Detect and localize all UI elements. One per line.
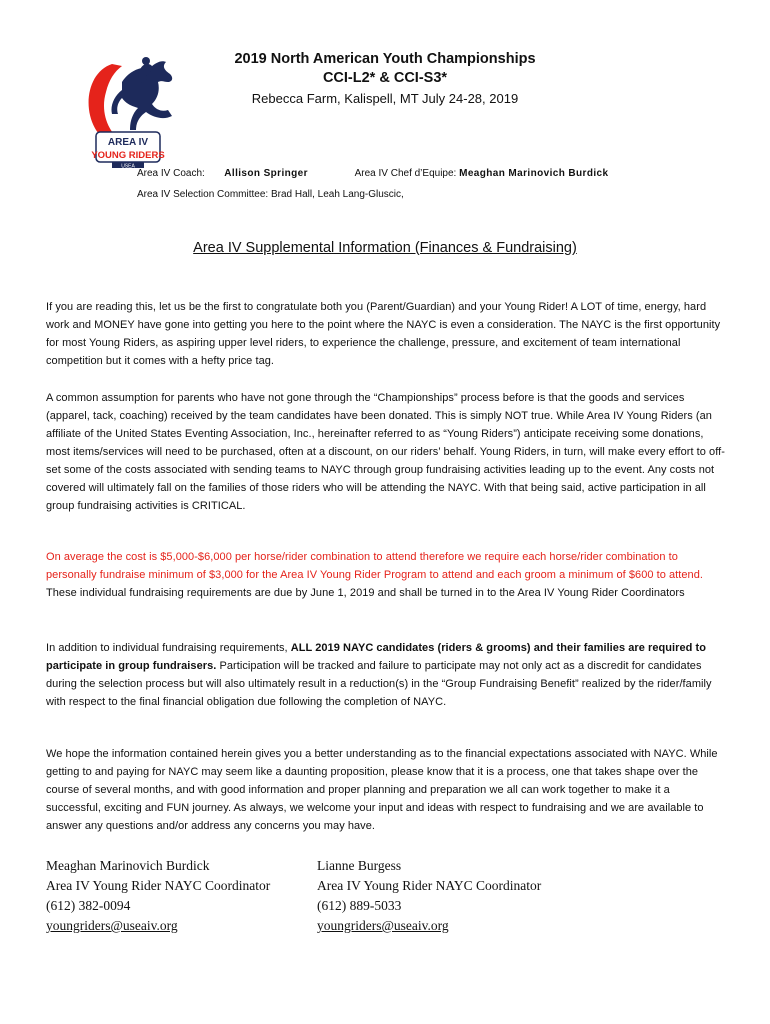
section-heading: Area IV Supplemental Information (Finances & Fundraising): [193, 240, 577, 256]
group-requirement-bold: ALL 2019 NAYC candidates (riders & grooms) and their families are required to participate in group fundraisers.: [46, 642, 706, 672]
paragraph-closing: We hope the information contained herein gives you a better understanding as to the financial expectations associated with NAYC. While getting to and paying for NAYC may seem like a daunting proposition, please know that it is a process, one that takes shape over the course of several months, and with good information and proper planning and preparation we all can work together to make it a successful, exciting and FUN journey. As always, we welcome your input and ideas with respect to fundraising and we are available to answer any questions and/or address any concerns you may have.: [46, 748, 718, 832]
event-venue-dates: Rebecca Farm, Kalispell, MT July 24-28, 2019: [251, 91, 519, 106]
group-lead-text: In addition to individual fundraising requirements,: [46, 642, 291, 654]
signature-phone: (612) 889-5033: [317, 898, 402, 913]
paragraph-common-assumption: A common assumption for parents who have not gone through the “Championships” process before is that the goods and services (apparel, tack, coaching) received by the team candidates have been donated. This is simply NOT true. While Area IV Young Riders (an affiliate of the United States Eventing Association, Inc., hereinafter referred to as “Young Riders”) anticipate receiving some donations, most items/services will need to be purchased, often at a discount, on our riders’ behalf. Young Riders, in turn, will make every effort to off-set some of the costs associated with sending teams to NAYC through group fundraising activities leading up to the event. Any costs not covered will ultimately fall on the families of those riders who will be attending the NAYC. With that being said, active participation in all group fundraising activities is CRITICAL.: [46, 392, 725, 512]
chef-name: Meaghan Marinovich Burdick: [459, 168, 609, 179]
chef-label: Area IV Chef d’Equipe:: [354, 168, 457, 179]
coach-name: Allison Springer: [224, 168, 308, 179]
signature-role: Area IV Young Rider NAYC Coordinator: [317, 878, 542, 893]
svg-text:USEA: USEA: [121, 163, 135, 170]
signature-phone: (612) 382-0094: [46, 898, 131, 913]
signature-email-link[interactable]: youngriders@useaiv.org: [317, 918, 449, 933]
coach-label: Area IV Coach:: [137, 168, 205, 179]
paragraph-congratulations: If you are reading this, let us be the first to congratulate both you (Parent/Guardian) and your Young Rider! A LOT of time, energy, hard work and MONEY have gone into getting you here to the point where the NAYC is even a consideration. The NAYC is the first opportunity for most Young Riders, as aspiring upper level riders, to experience the challenge, pressure, and excitement of team international competition but it comes with a hefty price tag.: [46, 301, 721, 367]
signature-email-link[interactable]: youngriders@useaiv.org: [46, 918, 178, 933]
signature-block: [317, 856, 541, 936]
selection-committee: Area IV Selection Committee: Brad Hall, Leah Lang-Gluscic,: [137, 189, 404, 200]
paragraph-group-fundraisers: [46, 639, 726, 711]
signature-role: Area IV Young Rider NAYC Coordinator: [46, 878, 271, 893]
staff-line: [137, 168, 608, 179]
signature-name: Meaghan Marinovich Burdick: [46, 858, 210, 873]
group-rest-text: Participation will be tracked and failure to participate may not only act as a discredit for candidates during the selection process but will also ultimately result in a reduction(s) in the “Group Fundraising Benefit” realized by the rider/family with respect to the final financial obligation due following the completion of NAYC.: [46, 660, 712, 708]
paragraph-cost: [46, 548, 726, 602]
cost-requirement-highlight: On average the cost is $5,000-$6,000 per horse/rider combination to attend therefore we require each horse/rider combination to personally fundraise minimum of $3,000 for the Area IV Young Rider Program to attend and each groom a minimum of $600 to attend.: [46, 551, 703, 581]
event-title: 2019 North American Youth Championships: [234, 51, 536, 67]
svg-text:YOUNG RIDERS: YOUNG RIDERS: [91, 150, 165, 161]
signature-name: Lianne Burgess: [317, 858, 402, 873]
cost-deadline-text: These individual fundraising requirements are due by June 1, 2019 and shall be turned in to the Area IV Young Rider Coordinators: [46, 587, 685, 599]
event-divisions: CCI-L2* & CCI-S3*: [322, 70, 448, 86]
svg-text:AREA IV: AREA IV: [107, 137, 149, 148]
signature-block: [46, 856, 270, 936]
